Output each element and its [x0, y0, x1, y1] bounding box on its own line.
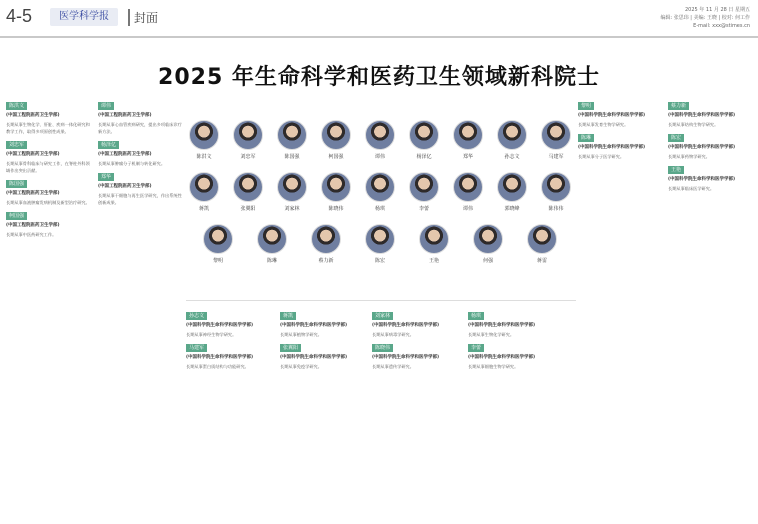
page-header [0, 0, 758, 38]
academician-bio: 长期从事心血管疾病研究，提出多项临床诊疗新方法。 [98, 122, 182, 134]
academician-name-tag: 杨泽亿 [98, 141, 119, 149]
text-column-8 [668, 96, 754, 520]
academician-affiliation: (中国科学院生命科学和医学学部) [372, 355, 440, 360]
academician-affiliation: (中国工程院医药卫生学部) [98, 152, 152, 157]
academician-name-tag: 陈国强 [6, 180, 27, 188]
newspaper-logo: 医学科学报 [50, 8, 118, 26]
academician-name-tag: 陈宏 [668, 134, 684, 142]
academician-name: 谭伟 [462, 206, 473, 212]
academician-card [230, 120, 266, 160]
portrait-photo [453, 120, 483, 150]
academician-name: 孙志文 [504, 154, 520, 160]
academician-affiliation: (中国工程院医药卫生学部) [6, 152, 60, 157]
academician-bio: 长期从事结构生物学研究。 [668, 122, 719, 127]
academician-affiliation: (中国科学院生命科学和医学学部) [668, 145, 736, 150]
academician-name: 蒋凯 [198, 206, 209, 212]
academician-affiliation: (中国工程院医药卫生学部) [6, 191, 60, 196]
academician-affiliation: (中国科学院生命科学和医学学部) [280, 355, 348, 360]
academician-bio: 长期从事中医药研究工作。 [6, 232, 57, 237]
academician-card [186, 172, 222, 212]
academician-name: 柯国强 [328, 154, 344, 160]
portrait-photo [497, 172, 527, 202]
academician-name-tag: 陈洪文 [6, 102, 27, 110]
academician-name: 马建军 [548, 154, 564, 160]
portrait-photo [189, 172, 219, 202]
section-label: 封面 [128, 9, 158, 26]
portrait-photo [541, 172, 571, 202]
academician-affiliation: (中国工程院医药卫生学部) [98, 113, 152, 118]
academician-card [230, 172, 266, 212]
page-title: 2025 年生命科学和医药卫生领域新科院士 [158, 65, 600, 90]
academician-bio: 长期从事干细胞与再生医学研究，作出系统性创新成果。 [98, 193, 182, 205]
portrait-photo [321, 120, 351, 150]
academician-card [538, 120, 574, 160]
academician-bio: 长期从事肿瘤分子机制与转化研究。 [98, 161, 166, 166]
academician-name-tag: 柯国强 [6, 212, 27, 220]
page-number: 4-5 [6, 6, 33, 26]
academician-card [494, 120, 530, 160]
academician-bio: 长期从事分子医学研究。 [578, 154, 625, 159]
meta-line: 2025 年 11 月 28 日 星期五 [685, 7, 750, 13]
portrait-photo [189, 120, 219, 150]
text-column-7 [578, 96, 664, 520]
academician-bio: 长期从事骨科临床与研究工作，在脊柱外科领域作出突出贡献。 [6, 161, 90, 173]
academician-name-tag: 郑华 [98, 173, 114, 181]
academician-bio: 长期从事植物学研究。 [280, 332, 322, 337]
academician-affiliation: (中国科学院生命科学和医学学部) [468, 355, 536, 360]
academician-name-tag: 李蕾 [468, 344, 484, 352]
portrait-photo [453, 172, 483, 202]
academician-card [362, 120, 398, 160]
text-column-5 [372, 306, 458, 520]
academician-name-tag: 黎明 [578, 102, 594, 110]
academician-affiliation: (中国工程院医药卫生学部) [6, 113, 60, 118]
academician-name: 黎明 [212, 258, 223, 264]
text-column-3 [186, 306, 272, 520]
academician-bio: 长期从事病毒学研究。 [372, 332, 414, 337]
academician-name-tag: 杨琪 [468, 312, 484, 320]
academician-affiliation: (中国科学院生命科学和医学学部) [280, 323, 348, 328]
academician-bio: 长期从事免疫学研究。 [280, 364, 322, 369]
academician-bio: 长期从事细胞生物学研究。 [468, 364, 519, 369]
academician-card [274, 172, 310, 212]
portrait-photo [419, 224, 449, 254]
academician-card [470, 224, 506, 264]
academician-name: 陈国强 [284, 154, 300, 160]
academician-card [406, 172, 442, 212]
academician-name: 杨泽亿 [416, 154, 432, 160]
academician-name-tag: 马建军 [186, 344, 207, 352]
academician-affiliation: (中国工程院医药卫生学部) [6, 223, 60, 228]
academician-bio: 长期从事血液肿瘤发病机制及新型治疗研究。 [6, 200, 90, 205]
portrait-photo [311, 224, 341, 254]
portrait-photo [233, 120, 263, 150]
portrait-photo [203, 224, 233, 254]
academician-card [318, 120, 354, 160]
text-column-4 [280, 306, 366, 520]
portrait-row [186, 120, 574, 160]
academician-name: 谭伟 [374, 154, 385, 160]
academician-affiliation: (中国科学院生命科学和医学学部) [372, 323, 440, 328]
portrait-photo [257, 224, 287, 254]
portrait-row [186, 172, 574, 212]
academician-bio: 长期从事临床医学研究。 [668, 186, 715, 191]
text-column-6 [468, 306, 554, 520]
academician-card [308, 224, 344, 264]
academician-card [416, 224, 452, 264]
academician-name: 张翼阳 [240, 206, 256, 212]
academician-name: 陈晓伟 [328, 206, 344, 212]
academician-name-tag: 陈琳 [578, 134, 594, 142]
portrait-grid [186, 120, 574, 276]
academician-card [254, 224, 290, 264]
academician-bio: 长期从事遗传学研究。 [372, 364, 414, 369]
academician-card [494, 172, 530, 212]
meta-line: 编辑: 张思玮 | 美编: 王晓 | 校对: 何工作 [660, 15, 750, 21]
academician-bio: 长期从事蛋白质结构与功能研究。 [186, 364, 249, 369]
portrait-photo [277, 172, 307, 202]
academician-card [406, 120, 442, 160]
academician-name: 李蕾 [418, 206, 429, 212]
academician-card [318, 172, 354, 212]
portrait-photo [365, 120, 395, 150]
academician-affiliation: (中国科学院生命科学和医学学部) [668, 113, 736, 118]
text-column-1 [6, 96, 92, 520]
academician-bio: 长期从事生物化学研究。 [468, 332, 515, 337]
academician-name-tag: 蒋凯 [280, 312, 296, 320]
academician-name: 陈洪文 [196, 154, 212, 160]
academician-card [362, 172, 398, 212]
section-divider [186, 300, 576, 301]
academician-affiliation: (中国科学院生命科学和医学学部) [186, 355, 254, 360]
academician-name: 郑华 [462, 154, 473, 160]
academician-name: 蒋雷 [536, 258, 547, 264]
portrait-photo [527, 224, 557, 254]
academician-card [450, 172, 486, 212]
academician-card [274, 120, 310, 160]
portrait-photo [321, 172, 351, 202]
portrait-photo [409, 172, 439, 202]
academician-name-tag: 张翼阳 [280, 344, 301, 352]
academician-card [186, 120, 222, 160]
academician-name: 陈宏 [374, 258, 385, 264]
portrait-photo [409, 120, 439, 150]
academician-name-tag: 刘家林 [372, 312, 393, 320]
academician-name-tag: 孙志文 [186, 312, 207, 320]
portrait-photo [365, 172, 395, 202]
academician-card [450, 120, 486, 160]
academician-card [362, 224, 398, 264]
academician-name-tag: 刘忠军 [6, 141, 27, 149]
portrait-photo [497, 120, 527, 150]
academician-affiliation: (中国工程院医药卫生学部) [98, 184, 152, 189]
academician-affiliation: (中国科学院生命科学和医学学部) [186, 323, 254, 328]
academician-name-tag: 谭伟 [98, 102, 114, 110]
text-column-2 [98, 96, 184, 520]
header-meta [610, 6, 750, 30]
academician-name: 刘忠军 [240, 154, 256, 160]
academician-card [538, 172, 574, 212]
academician-bio: 长期从事药物学研究。 [668, 154, 710, 159]
academician-card [200, 224, 236, 264]
meta-line: E-mail: xxx@stimes.cn [693, 23, 750, 29]
academician-name: 王艳 [428, 258, 439, 264]
academician-affiliation: (中国科学院生命科学和医学学部) [468, 323, 536, 328]
academician-bio: 长期从事发育生物学研究。 [578, 122, 629, 127]
academician-name: 陈伟伟 [548, 206, 564, 212]
portrait-photo [277, 120, 307, 150]
academician-bio: 长期从事生物化学、肝脏、疾病一体化研究和教学工作，取得多项原创性成果。 [6, 122, 90, 134]
academician-bio: 长期从事神经生物学研究。 [186, 332, 237, 337]
academician-name-tag: 蔡力新 [668, 102, 689, 110]
portrait-photo [365, 224, 395, 254]
academician-name: 郭晓峰 [504, 206, 520, 212]
portrait-photo [541, 120, 571, 150]
academician-affiliation: (中国科学院生命科学和医学学部) [578, 113, 646, 118]
academician-name-tag: 陈晓伟 [372, 344, 393, 352]
academician-name-tag: 王艳 [668, 166, 684, 174]
academician-name: 何强 [482, 258, 493, 264]
academician-card [524, 224, 560, 264]
academician-name: 蔡力新 [318, 258, 334, 264]
academician-name: 陈琳 [266, 258, 277, 264]
academician-name: 刘家林 [284, 206, 300, 212]
portrait-photo [233, 172, 263, 202]
portrait-photo [473, 224, 503, 254]
academician-affiliation: (中国科学院生命科学和医学学部) [578, 145, 646, 150]
academician-affiliation: (中国科学院生命科学和医学学部) [668, 177, 736, 182]
academician-name: 杨琪 [374, 206, 385, 212]
portrait-row [186, 224, 574, 264]
